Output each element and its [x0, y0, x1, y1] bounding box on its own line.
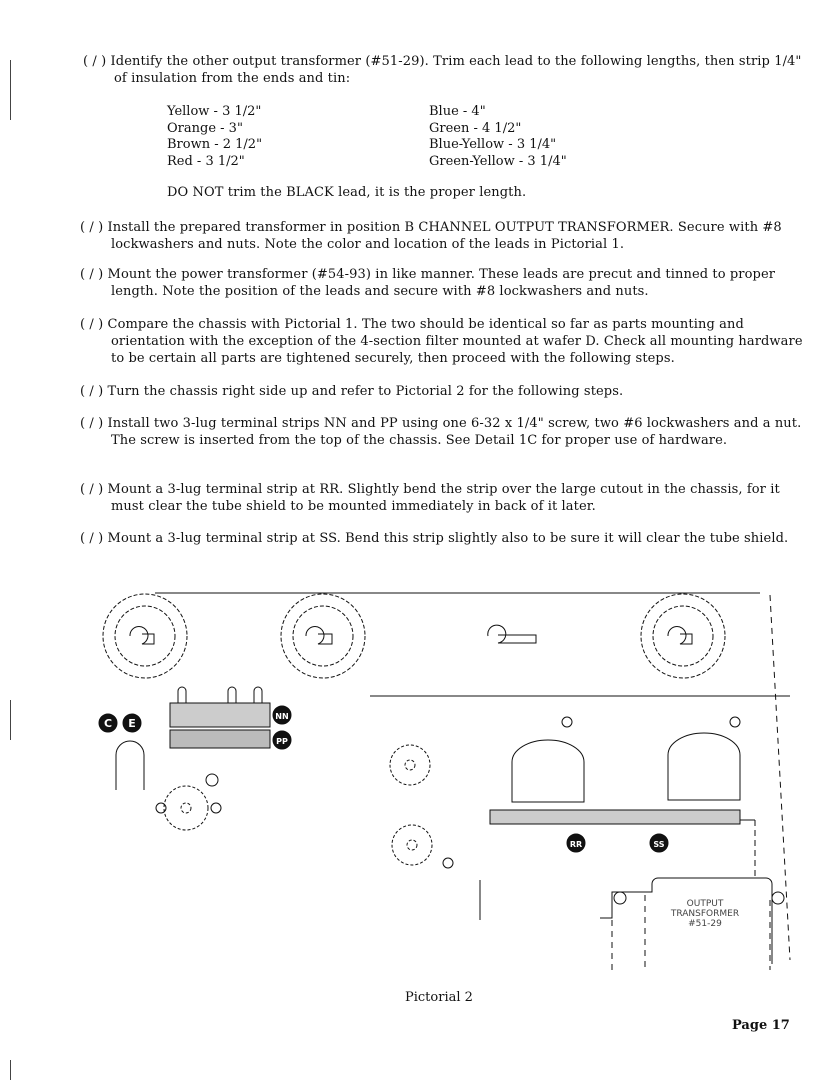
step-2 — [80, 219, 814, 253]
terminal-strip-nn-pp — [170, 687, 270, 748]
step-8 — [80, 530, 814, 547]
step-3 — [80, 266, 814, 300]
step-checkbox[interactable]: ( / ) — [80, 220, 104, 235]
step-checkbox[interactable]: ( / ) — [80, 384, 104, 399]
step-text: Install two 3-lug terminal strips NN and PP using one 6-32 x 1/4" screw, two #6 lockwashers and a nut. The screw is inserted from the top of the chassis. See Detail 1C for proper use of hardware. — [107, 416, 802, 448]
output-transformer — [480, 878, 784, 970]
scan-margin-mark — [10, 1060, 11, 1080]
screw-icon — [156, 803, 166, 813]
lead-length: Green - 4 1/2" — [429, 120, 522, 136]
step-text: Identify the other output transformer (#51-29). Trim each lead to the following lengths, then strip 1/4" of insulation from the ends and tin: — [110, 54, 802, 86]
screw-icon — [211, 803, 221, 813]
lead-length: Green-Yellow - 3 1/4" — [429, 153, 567, 169]
lead-length: Yellow - 3 1/2" — [167, 104, 262, 119]
keyhole-icon — [130, 627, 154, 644]
svg-text:SS: SS — [653, 840, 665, 849]
step-checkbox[interactable]: ( / ) — [80, 531, 104, 546]
svg-text:#51-29: #51-29 — [688, 919, 722, 929]
tube-socket-cutout — [641, 594, 725, 678]
svg-text:E: E — [128, 717, 136, 730]
lead-length: Orange - 3" — [167, 120, 243, 136]
step-1 — [83, 53, 814, 87]
step-4 — [80, 316, 814, 367]
tube-socket-cutout — [103, 594, 187, 678]
tube-socket-cutout — [281, 594, 365, 678]
svg-text:RR: RR — [569, 840, 583, 849]
keyhole-icon — [306, 627, 332, 644]
pictorial-2-diagram — [0, 580, 832, 980]
lead-length: Red - 3 1/2" — [167, 153, 245, 169]
step-text: Mount a 3-lug terminal strip at SS. Bend this strip slightly also to be sure it will clear the tube shield. — [107, 531, 789, 546]
step-text: Install the prepared transformer in position B CHANNEL OUTPUT TRANSFORMER. Secure with #8 lockwashers and nuts. Note the color and location of the leads in Pictorial 1. — [107, 220, 782, 252]
slot-cutout — [116, 741, 144, 790]
label-pp-badge — [273, 731, 291, 749]
svg-text:C: C — [103, 717, 113, 730]
tube-shield-base — [512, 733, 740, 802]
step-text: Turn the chassis right side up and refer to Pictorial 2 for the following steps. — [107, 384, 624, 399]
lead-length: Blue - 4" — [429, 104, 486, 119]
lead-length: Blue-Yellow - 3 1/4" — [429, 137, 557, 152]
step-5 — [80, 383, 814, 400]
lead-lengths-right — [429, 104, 567, 170]
chassis-edge — [770, 595, 790, 960]
screw-icon — [443, 858, 453, 868]
tube-socket — [392, 825, 432, 865]
label-ss-badge — [650, 834, 668, 852]
note-black-lead: DO NOT trim the BLACK lead, it is the proper length. — [167, 185, 527, 200]
step-checkbox[interactable]: ( / ) — [80, 416, 104, 431]
page-number: Page 17 — [732, 1018, 790, 1033]
screw-icon — [562, 717, 572, 727]
label-nn-badge — [273, 706, 291, 724]
step-checkbox[interactable]: ( / ) — [80, 267, 104, 282]
label-c-badge — [99, 714, 117, 732]
svg-text:OUTPUT: OUTPUT — [686, 899, 724, 909]
step-checkbox[interactable]: ( / ) — [83, 54, 107, 69]
svg-text:NN: NN — [275, 712, 289, 721]
keyhole-icon — [668, 627, 692, 644]
scan-margin-mark — [10, 60, 11, 120]
label-rr-badge — [567, 834, 585, 852]
step-7 — [80, 481, 814, 515]
tube-socket — [164, 786, 208, 830]
step-text: Compare the chassis with Pictorial 1. The two should be identical so far as parts mounting and orientation with the exception of the 4-section filter mounted at wafer D. Check all mounting hardware to be certain all parts are tightened securely, then proceed with the following steps. — [107, 317, 803, 366]
step-6 — [80, 415, 814, 449]
screw-icon — [730, 717, 740, 727]
lead-length: Brown - 2 1/2" — [167, 137, 263, 152]
tube-socket — [390, 745, 430, 785]
step-text: Mount a 3-lug terminal strip at RR. Slightly bend the strip over the large cutout in the chassis, for it must clear the tube shield to be mounted immediately in back of it later. — [107, 482, 780, 514]
screw-icon — [206, 774, 218, 786]
step-text: Mount the power transformer (#54-93) in like manner. These leads are precut and tinned to proper length. Note the position of the leads and secure with #8 lockwashers and nuts. — [107, 267, 776, 299]
keyhole-icon — [488, 625, 536, 643]
svg-text:PP: PP — [276, 737, 288, 746]
lead-lengths-left — [167, 104, 262, 170]
label-e-badge — [123, 714, 141, 732]
step-checkbox[interactable]: ( / ) — [80, 482, 104, 497]
step-checkbox[interactable]: ( / ) — [80, 317, 104, 332]
terminal-strip-rr-ss — [490, 810, 740, 824]
figure-caption: Pictorial 2 — [405, 990, 473, 1005]
svg-text:TRANSFORMER: TRANSFORMER — [670, 909, 740, 919]
